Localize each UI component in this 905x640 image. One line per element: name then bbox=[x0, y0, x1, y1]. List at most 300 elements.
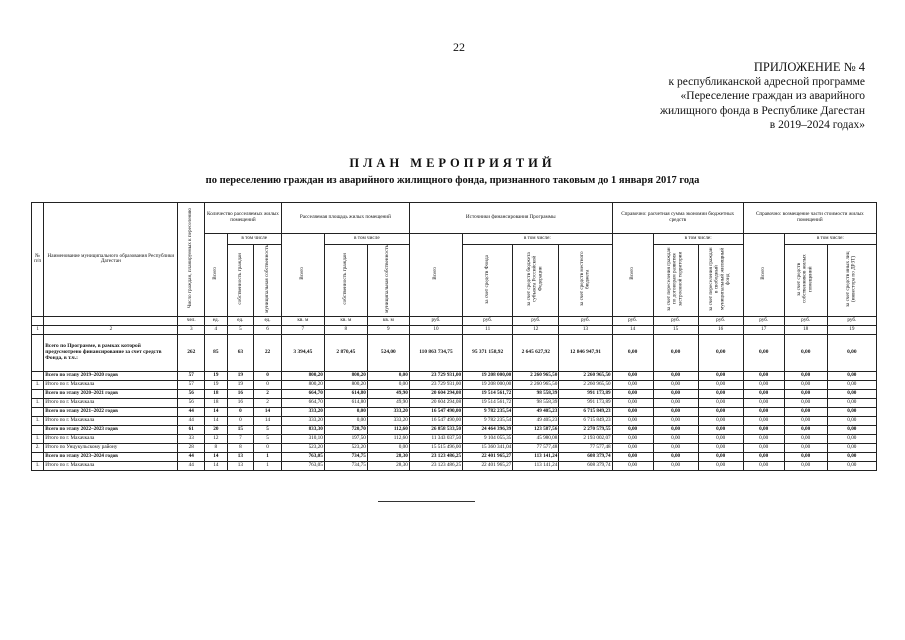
row-value: 0,00 bbox=[784, 443, 827, 452]
row-value: 2 270 579,55 bbox=[559, 425, 612, 434]
row-value: 0,00 bbox=[653, 461, 698, 470]
row-label: Всего по этапу 2022–2023 годов bbox=[44, 425, 178, 434]
total-row bbox=[32, 334, 877, 371]
row-value: 0,00 bbox=[324, 416, 367, 425]
table-row bbox=[32, 425, 877, 434]
total-value: 85 bbox=[205, 334, 228, 371]
row-value: 19 208 000,00 bbox=[463, 380, 513, 389]
plan-subtitle: по переселению граждан из аварийного жилищного фонда, признанного таковым до 1 января 2017 года bbox=[205, 175, 700, 186]
row-value: 0,00 bbox=[653, 407, 698, 416]
row-value: 0,00 bbox=[784, 452, 827, 461]
row-value: 44 bbox=[178, 407, 205, 416]
unit-cell: руб. bbox=[743, 316, 784, 325]
row-value: 0,00 bbox=[784, 380, 827, 389]
header-including: в том числе bbox=[324, 234, 409, 245]
total-value: 3 394,45 bbox=[281, 334, 324, 371]
row-value: 16 547 490,00 bbox=[409, 407, 462, 416]
total-value: 262 bbox=[178, 334, 205, 371]
row-value: 2 260 965,50 bbox=[513, 380, 559, 389]
row-label: Итого по Унцукульскому району bbox=[44, 443, 178, 452]
row-value: 23 123 486,25 bbox=[409, 461, 462, 470]
header-citizens-property: собственность граждан bbox=[324, 245, 367, 317]
row-value: 23 123 486,25 bbox=[409, 452, 462, 461]
row-value: 0,00 bbox=[612, 434, 653, 443]
column-number: 5 bbox=[227, 325, 254, 334]
unit-cell: руб. bbox=[409, 316, 462, 325]
row-value: 0,00 bbox=[698, 380, 743, 389]
row-value: 33 bbox=[178, 434, 205, 443]
unit-cell: кв. м bbox=[324, 316, 367, 325]
column-number: 10 bbox=[409, 325, 462, 334]
row-value: 0,00 bbox=[698, 407, 743, 416]
row-value: 14 bbox=[205, 416, 228, 425]
header-local-budget: за счет средств местного бюджета bbox=[559, 245, 612, 317]
row-value: 0,00 bbox=[367, 380, 409, 389]
table-row bbox=[32, 452, 877, 461]
total-value: 12 846 947,91 bbox=[559, 334, 612, 371]
row-num bbox=[32, 407, 44, 416]
appendix-line: к республиканской адресной программе bbox=[668, 75, 865, 88]
row-value: 0,00 bbox=[827, 434, 876, 443]
table-row bbox=[32, 380, 877, 389]
row-value: 19 bbox=[205, 371, 228, 380]
row-value: 0,00 bbox=[784, 407, 827, 416]
row-value: 9 782 235,54 bbox=[463, 407, 513, 416]
row-value: 49,90 bbox=[367, 398, 409, 407]
row-value: 523,20 bbox=[324, 443, 367, 452]
row-value: 19 bbox=[227, 380, 254, 389]
column-number: 16 bbox=[698, 325, 743, 334]
row-value: 0,00 bbox=[698, 425, 743, 434]
row-value: 0,00 bbox=[784, 461, 827, 470]
total-value: 22 bbox=[254, 334, 282, 371]
row-value: 0,00 bbox=[784, 398, 827, 407]
header-municipal-property: муниципальная собственность bbox=[367, 245, 409, 317]
row-value: 1 bbox=[254, 452, 282, 461]
plan-table bbox=[31, 202, 877, 471]
row-label: Итого по г. Махачкала bbox=[44, 434, 178, 443]
row-value: 800,20 bbox=[324, 380, 367, 389]
row-value: 14 bbox=[254, 416, 282, 425]
total-value: 0,00 bbox=[743, 334, 784, 371]
row-value: 0,00 bbox=[743, 371, 784, 380]
row-value: 8 bbox=[205, 443, 228, 452]
row-value: 614,80 bbox=[324, 389, 367, 398]
column-numbers-row bbox=[32, 325, 877, 334]
row-value: 49 405,23 bbox=[513, 407, 559, 416]
column-number: 11 bbox=[463, 325, 513, 334]
unit-cell: руб. bbox=[653, 316, 698, 325]
row-value: 24 464 396,39 bbox=[463, 425, 513, 434]
row-value: 833,30 bbox=[281, 425, 324, 434]
row-value: 0,00 bbox=[612, 461, 653, 470]
unit-cell: руб. bbox=[784, 316, 827, 325]
row-label: Итого по г. Махачкала bbox=[44, 461, 178, 470]
row-value: 28,30 bbox=[367, 452, 409, 461]
column-number: 13 bbox=[559, 325, 612, 334]
row-value: 2 193 002,07 bbox=[559, 434, 612, 443]
total-value: 2 870,45 bbox=[324, 334, 367, 371]
header-rooms-group: Количество расселяемых жилых помещений bbox=[205, 203, 282, 234]
column-number: 18 bbox=[784, 325, 827, 334]
row-value: 20 604 294,08 bbox=[409, 398, 462, 407]
column-number: 4 bbox=[205, 325, 228, 334]
header-including: в том числе: bbox=[784, 234, 876, 245]
header-sources-group: Источники финансирования Программы bbox=[409, 203, 612, 234]
row-value: 0,00 bbox=[653, 389, 698, 398]
row-value: 763,05 bbox=[281, 452, 324, 461]
row-value: 0,00 bbox=[784, 371, 827, 380]
table-row bbox=[32, 461, 877, 470]
row-value: 23 729 931,00 bbox=[409, 371, 462, 380]
row-value: 991 173,89 bbox=[559, 398, 612, 407]
row-value: 28 bbox=[178, 443, 205, 452]
row-value: 19 514 561,72 bbox=[463, 389, 513, 398]
row-value: 0,00 bbox=[612, 416, 653, 425]
row-value: 800,20 bbox=[324, 371, 367, 380]
total-value: 524,00 bbox=[367, 334, 409, 371]
unit-cell: чел. bbox=[178, 316, 205, 325]
header-ref1-group: Справочно: расчетная сумма экономии бюджетных средств bbox=[612, 203, 743, 234]
row-value: 0,00 bbox=[784, 434, 827, 443]
row-value: 0,00 bbox=[827, 425, 876, 434]
row-value: 0,00 bbox=[698, 371, 743, 380]
row-value: 18 bbox=[205, 389, 228, 398]
row-value: 13 bbox=[227, 461, 254, 470]
appendix-block bbox=[565, 60, 865, 133]
row-label: Итого по г. Махачкала bbox=[44, 416, 178, 425]
row-value: 664,70 bbox=[281, 389, 324, 398]
row-value: 13 bbox=[227, 452, 254, 461]
row-value: 19 bbox=[227, 371, 254, 380]
column-number: 6 bbox=[254, 325, 282, 334]
row-value: 15 360 341,04 bbox=[463, 443, 513, 452]
row-value: 0,00 bbox=[698, 461, 743, 470]
row-value: 0,00 bbox=[827, 380, 876, 389]
header-comp1: за счет средств собственников жилых помещений bbox=[784, 245, 827, 317]
header-including: в том числе: bbox=[653, 234, 743, 245]
row-value: 0,00 bbox=[653, 371, 698, 380]
unit-cell: кв. м bbox=[367, 316, 409, 325]
row-value: 2 bbox=[254, 398, 282, 407]
row-value: 28,30 bbox=[367, 461, 409, 470]
row-value: 8 bbox=[227, 443, 254, 452]
row-label: Всего по этапу 2019–2020 годов bbox=[44, 371, 178, 380]
row-num: 1. bbox=[32, 416, 44, 425]
row-value: 333,20 bbox=[367, 407, 409, 416]
row-value: 0,00 bbox=[743, 452, 784, 461]
row-value: 22 401 965,27 bbox=[463, 461, 513, 470]
row-value: 14 bbox=[205, 461, 228, 470]
row-label: Итого по г. Махачкала bbox=[44, 398, 178, 407]
row-value: 6 715 849,23 bbox=[559, 407, 612, 416]
row-value: 0,00 bbox=[698, 443, 743, 452]
row-value: 0,00 bbox=[743, 461, 784, 470]
row-value: 0,00 bbox=[612, 407, 653, 416]
header-rooms-total: Всего bbox=[205, 234, 228, 317]
row-value: 614,80 bbox=[324, 398, 367, 407]
row-value: 0 bbox=[227, 407, 254, 416]
row-value: 0,00 bbox=[324, 407, 367, 416]
row-value: 113 141,24 bbox=[513, 461, 559, 470]
row-value: 11 343 037,50 bbox=[409, 434, 462, 443]
column-number: 19 bbox=[827, 325, 876, 334]
row-value: 0,00 bbox=[367, 371, 409, 380]
row-value: 77 577,48 bbox=[559, 443, 612, 452]
row-value: 333,20 bbox=[281, 416, 324, 425]
unit-cell: руб. bbox=[513, 316, 559, 325]
row-value: 0,00 bbox=[612, 380, 653, 389]
row-value: 20 604 294,08 bbox=[409, 389, 462, 398]
row-value: 763,05 bbox=[281, 461, 324, 470]
total-num bbox=[32, 334, 44, 371]
row-value: 0,00 bbox=[743, 398, 784, 407]
unit-cell: ед. bbox=[205, 316, 228, 325]
row-value: 991 173,89 bbox=[559, 389, 612, 398]
column-number: 2 bbox=[44, 325, 178, 334]
row-value: 98 558,39 bbox=[513, 389, 559, 398]
row-value: 113 141,24 bbox=[513, 452, 559, 461]
column-number: 9 bbox=[367, 325, 409, 334]
row-value: 0,00 bbox=[827, 389, 876, 398]
appendix-title: ПРИЛОЖЕНИЕ № 4 bbox=[753, 60, 865, 74]
plan-title: ПЛАН МЕРОПРИЯТИЙ bbox=[349, 156, 556, 170]
row-num: 1. bbox=[32, 434, 44, 443]
row-value: 734,75 bbox=[324, 461, 367, 470]
row-num: 1. bbox=[32, 461, 44, 470]
row-label: Всего по этапу 2020–2021 годов bbox=[44, 389, 178, 398]
column-number: 3 bbox=[178, 325, 205, 334]
appendix-line: жилищного фонда в Республике Дагестан bbox=[660, 104, 865, 117]
row-value: 0,00 bbox=[827, 371, 876, 380]
header-citizens-property: собственность граждан bbox=[227, 245, 254, 317]
row-num bbox=[32, 452, 44, 461]
table-row bbox=[32, 416, 877, 425]
row-value: 16 547 490,00 bbox=[409, 416, 462, 425]
total-value: 2 645 627,92 bbox=[513, 334, 559, 371]
header-fund: за счет средств Фонда bbox=[463, 245, 513, 317]
row-value: 57 bbox=[178, 371, 205, 380]
row-value: 523,20 bbox=[281, 443, 324, 452]
row-value: 800,20 bbox=[281, 380, 324, 389]
row-label: Всего по этапу 2021–2022 годов bbox=[44, 407, 178, 416]
row-value: 20 bbox=[205, 425, 228, 434]
column-number: 15 bbox=[653, 325, 698, 334]
unit-cell: руб. bbox=[827, 316, 876, 325]
row-value: 0 bbox=[227, 416, 254, 425]
header-ref2-total: Всего bbox=[743, 234, 784, 317]
table-row bbox=[32, 371, 877, 380]
units-row bbox=[32, 316, 877, 325]
header-area-total: Всего bbox=[281, 234, 324, 317]
row-value: 9 104 055,35 bbox=[463, 434, 513, 443]
row-value: 0,00 bbox=[612, 389, 653, 398]
row-value: 0 bbox=[254, 443, 282, 452]
row-value: 1 bbox=[254, 461, 282, 470]
row-value: 19 514 561,72 bbox=[463, 398, 513, 407]
row-value: 19 bbox=[205, 380, 228, 389]
row-value: 45 980,08 bbox=[513, 434, 559, 443]
row-value: 608 379,74 bbox=[559, 452, 612, 461]
row-value: 0,00 bbox=[653, 398, 698, 407]
row-value: 19 208 000,00 bbox=[463, 371, 513, 380]
row-value: 0,00 bbox=[653, 452, 698, 461]
row-value: 0,00 bbox=[612, 398, 653, 407]
divider-line bbox=[378, 501, 475, 502]
row-value: 14 bbox=[254, 407, 282, 416]
row-num bbox=[32, 425, 44, 434]
total-value: 0,00 bbox=[827, 334, 876, 371]
row-value: 0,00 bbox=[653, 380, 698, 389]
row-value: 0,00 bbox=[743, 389, 784, 398]
row-label: Итого по г. Махачкала bbox=[44, 380, 178, 389]
total-value: 0,00 bbox=[784, 334, 827, 371]
total-value: 95 371 158,92 bbox=[463, 334, 513, 371]
header-including: в том числе: bbox=[463, 234, 613, 245]
row-value: 0,00 bbox=[827, 398, 876, 407]
row-value: 0,00 bbox=[827, 407, 876, 416]
row-num bbox=[32, 371, 44, 380]
header-sources-total: Всего bbox=[409, 234, 462, 317]
row-value: 0,00 bbox=[784, 425, 827, 434]
row-value: 0,00 bbox=[698, 416, 743, 425]
row-value: 0,00 bbox=[784, 389, 827, 398]
row-value: 12 bbox=[205, 434, 228, 443]
row-value: 16 bbox=[227, 398, 254, 407]
header-area-group: Расселяемая площадь жилых помещений bbox=[281, 203, 409, 234]
row-value: 0,00 bbox=[743, 443, 784, 452]
total-value: 110 863 734,75 bbox=[409, 334, 462, 371]
row-value: 0,00 bbox=[653, 416, 698, 425]
row-value: 0,00 bbox=[743, 380, 784, 389]
row-num: 1. bbox=[32, 398, 44, 407]
total-value: 63 bbox=[227, 334, 254, 371]
row-value: 664,70 bbox=[281, 398, 324, 407]
table-row bbox=[32, 398, 877, 407]
row-value: 608 379,74 bbox=[559, 461, 612, 470]
row-value: 15 515 496,00 bbox=[409, 443, 462, 452]
unit-cell: руб. bbox=[559, 316, 612, 325]
row-value: 22 401 965,27 bbox=[463, 452, 513, 461]
row-value: 310,10 bbox=[281, 434, 324, 443]
row-value: 7 bbox=[227, 434, 254, 443]
row-value: 77 577,48 bbox=[513, 443, 559, 452]
row-value: 0,00 bbox=[367, 443, 409, 452]
row-value: 123 587,56 bbox=[513, 425, 559, 434]
row-value: 197,50 bbox=[324, 434, 367, 443]
row-value: 0,00 bbox=[698, 389, 743, 398]
row-value: 734,75 bbox=[324, 452, 367, 461]
row-value: 0 bbox=[254, 371, 282, 380]
header-econ1: за счет переселения граждан по договорам развития застроенной территории bbox=[653, 245, 698, 317]
table-row bbox=[32, 434, 877, 443]
unit-cell: руб. bbox=[463, 316, 513, 325]
row-value: 2 260 965,50 bbox=[559, 380, 612, 389]
header-econ2: за счет переселения граждан в свободный муниципальный жилищный фонд bbox=[698, 245, 743, 317]
column-number: 12 bbox=[513, 325, 559, 334]
page-number: 22 bbox=[453, 40, 465, 54]
column-number: 17 bbox=[743, 325, 784, 334]
column-number: 14 bbox=[612, 325, 653, 334]
row-value: 98 558,39 bbox=[513, 398, 559, 407]
row-value: 44 bbox=[178, 452, 205, 461]
header-republic-budget: за счет средств бюджета субъекта Российской Федерации bbox=[513, 245, 559, 317]
row-value: 0,00 bbox=[743, 434, 784, 443]
appendix-line: «Переселение граждан из аварийного bbox=[680, 90, 865, 102]
row-value: 9 782 235,54 bbox=[463, 416, 513, 425]
row-value: 49 405,23 bbox=[513, 416, 559, 425]
row-value: 5 bbox=[254, 425, 282, 434]
row-value: 0,00 bbox=[612, 371, 653, 380]
row-num: 1. bbox=[32, 380, 44, 389]
header-people: Число граждан, планируемых к переселению bbox=[178, 203, 205, 317]
row-value: 44 bbox=[178, 461, 205, 470]
row-value: 800,20 bbox=[281, 371, 324, 380]
unit-cell: кв. м bbox=[281, 316, 324, 325]
row-value: 0,00 bbox=[743, 425, 784, 434]
row-value: 720,70 bbox=[324, 425, 367, 434]
row-value: 57 bbox=[178, 380, 205, 389]
row-value: 49,90 bbox=[367, 389, 409, 398]
row-value: 333,20 bbox=[367, 416, 409, 425]
row-value: 44 bbox=[178, 416, 205, 425]
row-value: 14 bbox=[205, 407, 228, 416]
total-value: 0,00 bbox=[698, 334, 743, 371]
row-value: 56 bbox=[178, 389, 205, 398]
row-value: 0,00 bbox=[698, 452, 743, 461]
row-value: 0,00 bbox=[612, 425, 653, 434]
row-value: 14 bbox=[205, 452, 228, 461]
row-value: 0,00 bbox=[827, 461, 876, 470]
row-value: 0,00 bbox=[743, 407, 784, 416]
unit-cell: руб. bbox=[612, 316, 653, 325]
row-value: 0,00 bbox=[612, 443, 653, 452]
unit-cell: ед. bbox=[227, 316, 254, 325]
row-value: 333,20 bbox=[281, 407, 324, 416]
total-value: 0,00 bbox=[653, 334, 698, 371]
row-value: 0,00 bbox=[698, 398, 743, 407]
column-number: 7 bbox=[281, 325, 324, 334]
row-label: Всего по этапу 2023–2024 годов bbox=[44, 452, 178, 461]
total-value: 0,00 bbox=[612, 334, 653, 371]
header-municipal-property: муниципальная собственность bbox=[254, 245, 282, 317]
row-value: 0,00 bbox=[827, 452, 876, 461]
row-value: 0 bbox=[254, 380, 282, 389]
row-value: 2 260 965,50 bbox=[513, 371, 559, 380]
row-value: 112,60 bbox=[367, 434, 409, 443]
row-value: 18 bbox=[205, 398, 228, 407]
header-comp2: за счет средств иных лиц (инвестора по ДРЗТ) bbox=[827, 245, 876, 317]
header-ref1-total: Всего bbox=[612, 234, 653, 317]
row-value: 0,00 bbox=[612, 452, 653, 461]
row-value: 2 bbox=[254, 389, 282, 398]
row-num bbox=[32, 389, 44, 398]
row-value: 26 858 533,50 bbox=[409, 425, 462, 434]
header-ref2-group: Справочно: возмещение части стоимости жилых помещений bbox=[743, 203, 876, 234]
row-value: 5 bbox=[254, 434, 282, 443]
row-value: 0,00 bbox=[653, 443, 698, 452]
table-row bbox=[32, 389, 877, 398]
row-value: 0,00 bbox=[743, 416, 784, 425]
row-value: 0,00 bbox=[784, 416, 827, 425]
row-value: 56 bbox=[178, 398, 205, 407]
row-value: 61 bbox=[178, 425, 205, 434]
row-value: 0,00 bbox=[653, 434, 698, 443]
row-value: 112,60 bbox=[367, 425, 409, 434]
row-value: 0,00 bbox=[827, 416, 876, 425]
appendix-line: в 2019–2024 годах» bbox=[769, 119, 865, 131]
total-label: Всего по Программе, в рамках которой предусмотрено финансирование за счет средств Фонда, в т.ч.: bbox=[44, 334, 178, 371]
